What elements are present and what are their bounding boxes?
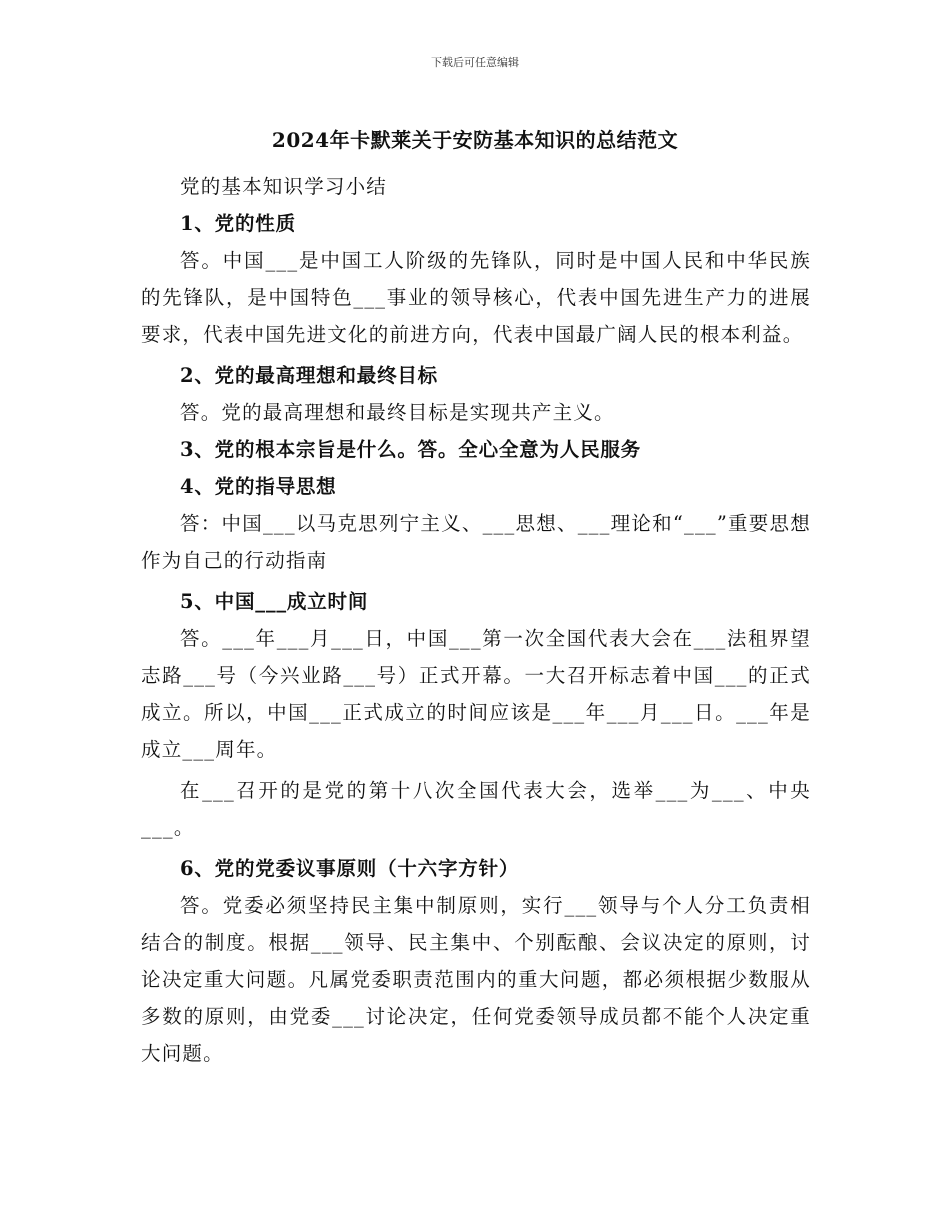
section-heading-3: 3、党的根本宗旨是什么。答。全心全意为人民服务 (180, 438, 641, 461)
answer-paragraph-2: 答。党的最高理想和最终目标是实现共产主义。 (180, 401, 615, 424)
section-heading-5: 5、中国___成立时间 (180, 590, 369, 613)
answer-paragraph-1: 答。中国___是中国工人阶级的先锋队，同时是中国人民和中华民族的先锋队，是中国特色___事业的领导核心，代表中国先进生产力的进展要求，代表中国先进文化的前进方向，代表中国最广阔人民的根本利益。 (141, 249, 811, 346)
header-note: 下载后可任意编辑 (431, 56, 519, 69)
document-body (141, 168, 811, 1072)
section-heading-4: 4、党的指导思想 (180, 475, 337, 498)
section-heading-2: 2、党的最高理想和最终目标 (180, 364, 438, 387)
document-title: 2024年卡默莱关于安防基本知识的总结范文 (271, 128, 679, 152)
answer-paragraph-5b: 在___召开的是党的第十八次全国代表大会，选举___为___、中央___。 (141, 779, 811, 839)
answer-paragraph-4: 答：中国___以马克思列宁主义、___思想、___理论和“___”重要思想作为自己的行动指南 (141, 512, 811, 572)
section-heading-6: 6、党的党委议事原则（十六字方针） (180, 857, 520, 880)
answer-paragraph-5: 答。___年___月___日，中国___第一次全国代表大会在___法租界望志路___号（今兴业路___号）正式开幕。一大召开标志着中国___的正式成立。所以，中国___正式成立的时间应该是___年___月___日。___年是成立___周年。 (141, 627, 811, 761)
intro-paragraph: 党的基本知识学习小结 (180, 175, 388, 198)
section-heading-1: 1、党的性质 (180, 212, 296, 235)
answer-paragraph-6: 答。党委必须坚持民主集中制原则，实行___领导与个人分工负责相结合的制度。根据___领导、民主集中、个别酝酿、会议决定的原则，讨论决定重大问题。凡属党委职责范围内的重大问题，都必须根据少数服从多数的原则，由党委___讨论决定，任何党委领导成员都不能个人决定重大问题。 (141, 894, 811, 1065)
